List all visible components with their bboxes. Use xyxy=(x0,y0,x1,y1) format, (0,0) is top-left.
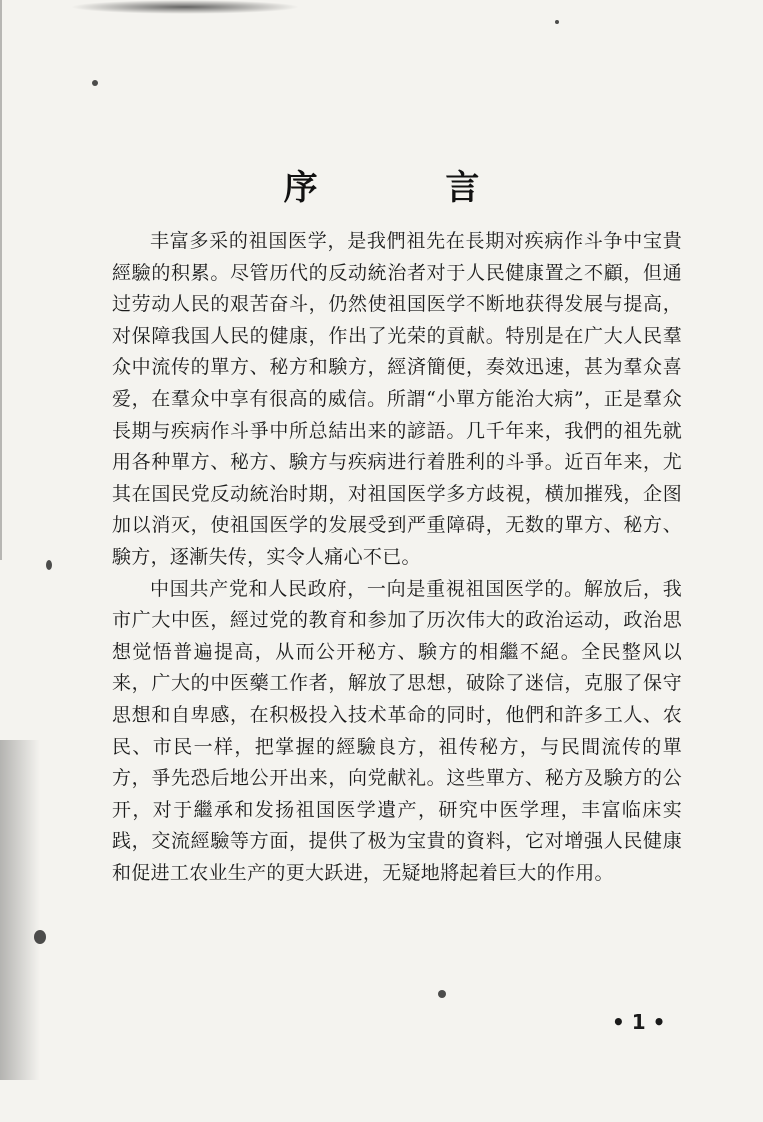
page-number: • 1 • xyxy=(612,1010,666,1034)
ink-speck xyxy=(555,20,559,24)
scan-smudge xyxy=(70,0,300,14)
ink-speck xyxy=(92,80,98,86)
ink-speck xyxy=(46,560,52,570)
left-edge-shadow xyxy=(0,740,40,1080)
scan-edge-line xyxy=(0,0,2,560)
paragraph-2: 中国共产党和人民政府，一向是重視祖国医学的。解放后，我市广大中医，經过党的教育和参加了历次伟大的政治运动，政治思想觉悟普遍提高，从而公开秘方、験方的相繼不絕。全民整风以来，广大的中医藥工作者，解放了思想，破除了迷信，克服了保守思想和自卑感，在积极投入技术革命的同时，他們和許多工人、农民、市民一样，把掌握的經驗良方，祖传秘方，与民間流传的單方，爭先恐后地公开出来，向党献礼。这些單方、秘方及験方的公开，对于繼承和发扬祖国医学遺产，研究中医学理，丰富临床实践，交流經驗等方面，提供了极为宝貴的資料，它对增强人民健康和促进工农业生产的更大跃进，无疑地將起着巨大的作用。 xyxy=(112,577,682,884)
page-title: 序 言 xyxy=(283,168,538,208)
ink-speck xyxy=(438,990,446,998)
preface-body xyxy=(112,226,682,889)
ink-speck xyxy=(34,930,46,944)
paragraph-1: 丰富多采的祖国医学，是我們祖先在長期对疾病作斗争中宝貴經驗的积累。尽管历代的反动統治者对于人民健康置之不顧，但通过劳动人民的艰苦奋斗，仍然使祖国医学不断地获得发展与提高，对保障我国人民的健康，作出了光荣的貢献。特別是在广大人民羣众中流传的單方、秘方和験方，經済簡便，奏效迅速，甚为羣众喜爱，在羣众中享有很高的威信。所謂“小單方能治大病”，正是羣众長期与疾病作斗爭中所总結出来的諺語。几千年来，我們的祖先就用各种單方、秘方、験方与疾病进行着胜利的斗爭。近百年来，尤其在国民党反动統治时期，对祖国医学多方歧視，横加摧残，企图加以消灭，使祖国医学的发展受到严重障碍，无数的單方、秘方、験方，逐漸失传，实令人痛心不已。 xyxy=(112,230,682,568)
